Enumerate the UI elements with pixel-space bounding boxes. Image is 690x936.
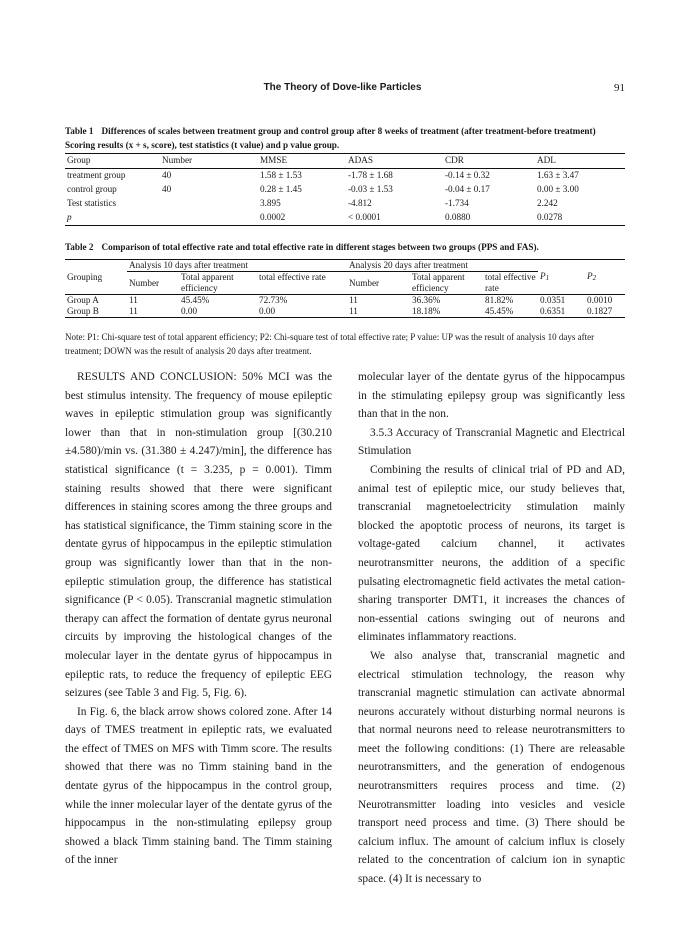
body-paragraph: molecular layer of the dentate gyrus of the hippocampus in the stimulating epilepsy group was significantly less than that in the non. <box>358 371 625 421</box>
table-cell <box>160 211 258 226</box>
table-row <box>65 295 625 307</box>
table2-caption <box>65 240 625 254</box>
table2-group-header-10: Analysis 10 days after treatment <box>127 260 347 272</box>
table2-label: Table 2 <box>65 242 94 252</box>
table-cell: 0.00 <box>257 306 347 318</box>
table1-caption-text: Differences of scales between treatment group and control group after 8 weeks of treatment (after treatment-before treatment) Scoring results (x + s, score), test statistics (t value) and p value group. <box>65 126 596 150</box>
section-heading: 3.5.3 Accuracy of Transcranial Magnetic and Electrical Stimulation <box>358 426 625 458</box>
table-cell: Group A <box>67 295 99 305</box>
table-row <box>65 169 625 184</box>
table-cell: 0.6351 <box>538 306 585 318</box>
table1-header-row <box>65 154 625 169</box>
table2-caption-text: Comparison of total effective rate and total effective rate in different stages between two groups (PPS and FAS). <box>101 242 539 252</box>
table-cell: 2.242 <box>537 198 558 208</box>
table-cell: -1.78 ± 1.68 <box>348 170 393 180</box>
table2-header-p1 <box>538 260 585 295</box>
table-cell: -1.734 <box>445 198 469 208</box>
table2-group-header-20: Analysis 20 days after treatment <box>347 260 538 272</box>
table-cell: 11 <box>349 295 358 305</box>
table-cell: 45.45% <box>181 295 210 305</box>
table2-header-cell: Number <box>127 272 179 295</box>
table-cell: 40 <box>162 184 172 194</box>
table-cell: control group <box>67 184 117 194</box>
table1-header-cell: ADAS <box>346 154 443 169</box>
table-cell: -0.03 ± 1.53 <box>348 184 393 194</box>
table1-header-cell: Number <box>160 154 258 169</box>
table-cell: 81.82% <box>485 295 514 305</box>
table-cell: 0.00 ± 3.00 <box>537 184 579 194</box>
table2-header-cell: Grouping <box>65 260 127 295</box>
table2-header-cell: total effective rate <box>257 272 347 295</box>
table-cell: -0.14 ± 0.32 <box>445 170 490 180</box>
table-cell: 40 <box>162 170 172 180</box>
table-cell <box>160 197 258 211</box>
table-cell: 72.73% <box>259 295 288 305</box>
table1-label: Table 1 <box>65 126 94 136</box>
table-cell: -4.812 <box>348 198 372 208</box>
table-cell: 11 <box>347 306 410 318</box>
body-paragraph: Combining the results of clinical trial of PD and AD, animal test of epileptic mice, our study believes that, transcranial magnetoelectricity stimulation mainly blocked the apoptotic process of neurons, its target is voltage-gated calcium channel, it activates neurotransmitter neurons, the addition of a specific pulsating electromagnetic field activates the metal cation-sharing transporter DMT1, it increases the chances of non-essential cations swinging out of neurons and eliminates inflammatory reactions. <box>358 463 625 644</box>
page-number: 91 <box>614 82 625 94</box>
table-cell: < 0.0001 <box>346 211 443 226</box>
table-cell: 3.895 <box>260 198 281 208</box>
table-cell: 1.58 ± 1.53 <box>260 170 302 180</box>
table-cell: 0.0002 <box>258 211 346 226</box>
table1 <box>65 153 625 226</box>
table-cell: 0.0351 <box>540 295 566 305</box>
table-cell: -0.04 ± 0.17 <box>445 184 490 194</box>
table1-header-cell: ADL <box>535 154 625 169</box>
table2 <box>65 259 625 318</box>
table1-header-cell: MMSE <box>258 154 346 169</box>
table1-caption <box>65 124 625 152</box>
table2-note: Note: P1: Chi-square test of total apparent efficiency; P2: Chi-square test of total effective rate; P value: UP was the result of analysis 10 days after treatment; DOWN was the result of analysis 20 days after treatment. <box>65 332 595 356</box>
table2-group-header-row <box>65 260 625 272</box>
table-cell: p <box>65 211 160 226</box>
table-cell: 18.18% <box>410 306 483 318</box>
table-row <box>65 197 625 211</box>
table-cell: 11 <box>129 295 138 305</box>
page-header <box>60 82 625 98</box>
table-cell: 1.63 ± 3.47 <box>537 170 579 180</box>
table1-header-cell: CDR <box>443 154 535 169</box>
table-row <box>65 183 625 197</box>
body-paragraph: RESULTS AND CONCLUSION: 50% MCI was the best stimulus intensity. The frequency of mouse epileptic waves in epileptic stimulation group was significantly lower than that in non-stimulation group [(30.210 ±4.580)/min vs. (31.380 ± 4.247)/min], the difference has statistical significance (t = 3.235, p = 0.001). Timm staining results showed that there were significant differences in staining scores among the three groups and has statistical significance, the Timm staining score in the dentate gyrus of hippocampus in the epileptic stimulation group was significantly lower than that in the non-epileptic stimulation group, the difference has statistical significance (P < 0.05). Transcranial magnetic stimulation therapy can affect the formation of dentate gyrus neuronal circuits by improving the histological changes of the molecular layer in the dentate gyrus of hippocampus in epileptic rats, to reduce the frequency of epileptic EEG seizures (see Table 3 and Fig. 5, Fig. 6). <box>65 371 332 700</box>
table-cell: 0.00 <box>179 306 257 318</box>
table-cell: 0.0010 <box>587 295 613 305</box>
table2-p2-label: P <box>587 270 593 281</box>
table2-p1-label: P <box>540 270 546 281</box>
table-cell: Test statistics <box>67 198 117 208</box>
table-cell: 0.28 ± 1.45 <box>260 184 302 194</box>
table2-header-cell: Total apparent efficiency <box>179 272 257 295</box>
table-cell: 0.0278 <box>535 211 625 226</box>
body-column-left <box>65 368 332 870</box>
table2-header-cell: Number <box>347 272 410 295</box>
body-column-right <box>358 368 625 889</box>
table2-p1-sub: 1 <box>545 273 550 282</box>
table-cell: 36.36% <box>412 295 441 305</box>
table1-header-cell: Group <box>65 154 160 169</box>
body-paragraph: We also analyse that, transcranial magnetic and electrical stimulation technology, the reason why transcranial magnetic stimulation can activate abnormal neurons accurately without disturbing normal neurons is that normal neurons need to release neurotransmitters to meet the following conditions: (1) There are releasable neurotransmitters, and the generation of endogenous neurotransmitters requires process and time. (2) Neurotransmitter loading into vesicles and vesicle transport need process and time. (3) There should be calcium influx. The amount of calcium influx is closely related to the concentration of calcium ion in synaptic space. (4) It is necessary to <box>358 649 625 886</box>
table-row <box>65 306 625 318</box>
table-cell: 11 <box>127 306 179 318</box>
table-cell: 0.0880 <box>443 211 535 226</box>
table2-p2-sub: 2 <box>592 273 597 282</box>
table2-header-p2 <box>585 260 625 295</box>
running-title: The Theory of Dove-like Particles <box>263 82 422 93</box>
table-row <box>65 211 625 226</box>
table2-header-cell: total effective rate <box>483 272 538 295</box>
table2-header-cell: Total apparent efficiency <box>410 272 483 295</box>
table-cell: treatment group <box>67 170 126 180</box>
body-paragraph: In Fig. 6, the black arrow shows colored zone. After 14 days of TMES treatment in epileptic rats, we evaluated the effect of TMES on MFS with Timm score. The results showed that there was no Timm staining band in the dentate gyrus of the hippocampus in the control group, while the inner molecular layer of the dentate gyrus of the hippocampus in the non-stimulating epilepsy group showed a black Timm staining band. The Timm staining of the inner <box>65 705 332 867</box>
table-cell: 0.1827 <box>585 306 625 318</box>
table-cell: 45.45% <box>483 306 538 318</box>
table-cell: Group B <box>65 306 127 318</box>
